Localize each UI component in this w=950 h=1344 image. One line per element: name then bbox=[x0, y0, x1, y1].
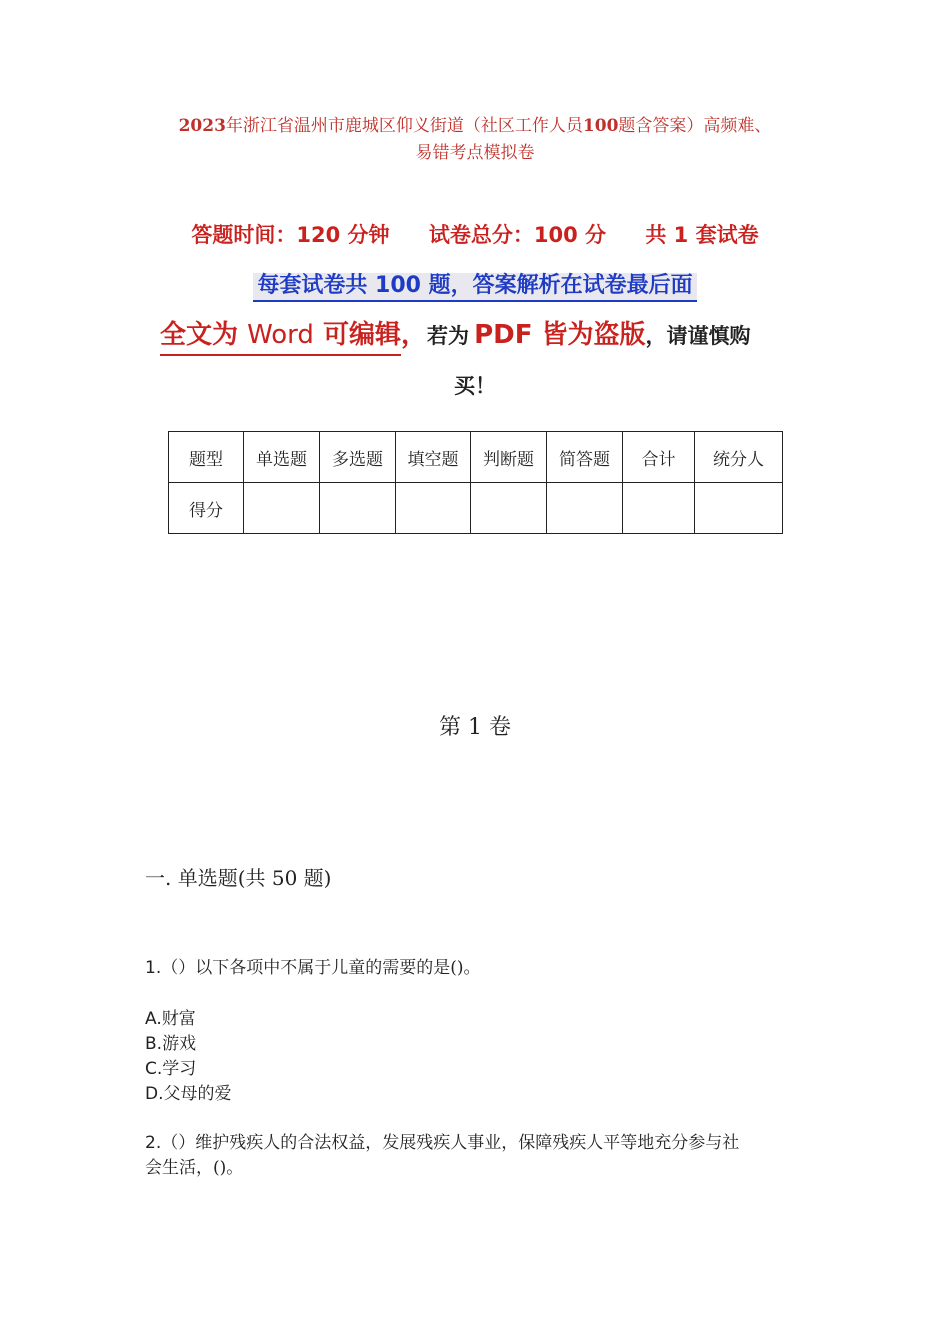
exam-total-score: 试卷总分：100 分 bbox=[428, 223, 607, 247]
warning-comma: ， bbox=[400, 320, 427, 350]
score-table-score-row bbox=[169, 483, 783, 534]
exam-time: 答题时间：120 分钟 bbox=[191, 223, 390, 247]
score-header-cell: 简答题 bbox=[547, 432, 623, 483]
word-editable-note bbox=[160, 320, 401, 356]
score-header-cell: 题型 bbox=[169, 432, 244, 483]
volume-heading: 第 1 卷 bbox=[439, 715, 511, 740]
title-year: 2023 bbox=[178, 116, 226, 136]
score-header-cell: 多选题 bbox=[320, 432, 396, 483]
option-key: B. bbox=[145, 1034, 163, 1054]
question-text: （）维护残疾人的合法权益，发展残疾人事业，保障残疾人平等地充分参与社 bbox=[161, 1133, 740, 1153]
score-table-header-row bbox=[169, 432, 783, 483]
score-cell[interactable] bbox=[396, 483, 471, 534]
option-c[interactable] bbox=[145, 1057, 232, 1082]
score-cell[interactable] bbox=[471, 483, 547, 534]
score-table bbox=[168, 431, 783, 534]
warning-part4: 请谨慎购 bbox=[666, 324, 751, 348]
score-cell[interactable] bbox=[695, 483, 783, 534]
option-key: C. bbox=[145, 1059, 163, 1079]
score-header-cell: 判断题 bbox=[471, 432, 547, 483]
warning-part1: 全文为 bbox=[160, 320, 239, 350]
question-1 bbox=[145, 956, 481, 981]
title-number: 100 bbox=[582, 116, 619, 136]
answer-notice bbox=[0, 268, 950, 299]
warning-pdf: PDF 皆为盗版 bbox=[474, 320, 646, 350]
question-2 bbox=[145, 1131, 739, 1181]
score-header-cell: 单选题 bbox=[244, 432, 320, 483]
answer-notice-text: 每套试卷共 100 题，答案解析在试卷最后面 bbox=[253, 273, 696, 302]
question-number: 2. bbox=[145, 1133, 162, 1153]
option-text: 学习 bbox=[162, 1059, 197, 1079]
title-middle: 年浙江省温州市鹿城区仰义街道（社区工作人员 bbox=[225, 116, 583, 136]
title-end: 题含答案）高频难、 bbox=[618, 116, 772, 136]
score-cell[interactable] bbox=[244, 483, 320, 534]
score-header-cell: 统分人 bbox=[695, 432, 783, 483]
option-b[interactable] bbox=[145, 1032, 232, 1057]
option-key: D. bbox=[145, 1084, 164, 1104]
score-header-cell: 合计 bbox=[623, 432, 695, 483]
option-text: 财富 bbox=[161, 1009, 196, 1029]
exam-meta bbox=[0, 219, 950, 249]
question-1-options bbox=[145, 1007, 232, 1107]
title-line-2: 易错考点模拟卷 bbox=[415, 143, 535, 163]
score-cell[interactable] bbox=[547, 483, 623, 534]
question-text-continued: 会生活，()。 bbox=[145, 1158, 244, 1178]
warning-comma2: ， bbox=[645, 324, 667, 348]
option-d[interactable] bbox=[145, 1082, 232, 1107]
warning-part2: 可编辑 bbox=[322, 320, 401, 350]
score-row-label: 得分 bbox=[169, 483, 244, 534]
exam-sets: 共 1 套试卷 bbox=[645, 223, 759, 247]
option-a[interactable] bbox=[145, 1007, 232, 1032]
option-text: 游戏 bbox=[162, 1034, 197, 1054]
score-cell[interactable] bbox=[623, 483, 695, 534]
option-key: A. bbox=[145, 1009, 162, 1029]
score-header-cell: 填空题 bbox=[396, 432, 471, 483]
section-heading: 一. 单选题(共 50 题) bbox=[145, 866, 332, 890]
document-title bbox=[130, 113, 820, 167]
option-text: 父母的爱 bbox=[163, 1084, 232, 1104]
warning-end: 买！ bbox=[454, 374, 496, 398]
question-number: 1. bbox=[145, 958, 162, 978]
warning-word: Word bbox=[247, 320, 314, 350]
question-text: （）以下各项中不属于儿童的需要的是()。 bbox=[161, 958, 481, 978]
warning-part3: 若为 bbox=[427, 324, 469, 348]
score-cell[interactable] bbox=[320, 483, 396, 534]
copyright-warning bbox=[160, 314, 800, 351]
